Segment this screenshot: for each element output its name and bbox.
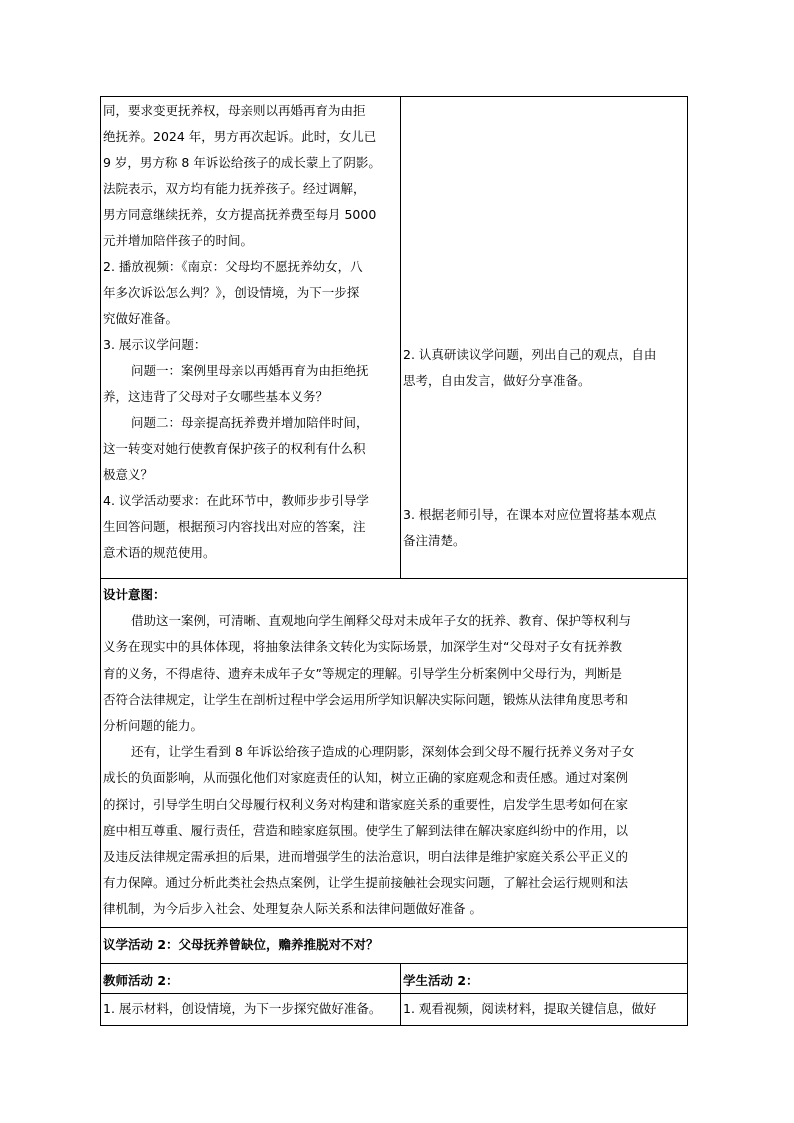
text-line: 3. 根据老师引导，在课本对应位置将基本观点 xyxy=(403,507,657,522)
teacher-activity2-header: 教师活动 2： xyxy=(103,973,179,988)
text-line: 2. 播放视频：《南京：父母均不愿抚养幼女，八 xyxy=(103,259,363,274)
text-line: 究做好准备。 xyxy=(103,311,179,326)
text-line: 元并增加陪伴孩子的时间。 xyxy=(103,233,254,248)
text-line: 有力保障。通过分析此类社会热点案例，让学生提前接触社会现实问题，了解社会运行规则和法 xyxy=(103,875,629,891)
text-line: 及违反法律规定需承担的后果，进而增强学生的法治意识，明白法律是维护家庭关系公平正义的 xyxy=(103,849,629,865)
text-line: 生回答问题，根据预习内容找出对应的答案，注 xyxy=(103,519,366,534)
teacher-activity2-item: 1. 展示材料，创设情境，为下一步探究做好准备。 xyxy=(103,1001,382,1016)
text-line: 问题二：母亲提高抚养费并增加陪伴时间， xyxy=(131,415,369,430)
text-line: 庭中相互尊重、履行责任，营造和睦家庭氛围。使学生了解到法律在解决家庭纠纷中的作用，以 xyxy=(103,822,629,838)
text-line: 4. 议学活动要求：在此环节中，教师步步引导学 xyxy=(103,493,369,508)
text-line: 思考，自由发言，做好分享准备。 xyxy=(403,373,591,388)
text-line: 否符合法律规定，让学生在剖析过程中学会运用所学知识解决实际问题，锻炼从法律角度思考和 xyxy=(103,691,629,707)
text-line: 养，这违背了父母对子女哪些基本义务？ xyxy=(103,389,329,404)
row-divider xyxy=(101,927,687,928)
text-line: 2. 认真研读议学问题，列出自己的观点，自由 xyxy=(403,347,657,362)
text-line: 分析问题的能力。 xyxy=(103,718,204,734)
lesson-plan-table xyxy=(100,96,688,1026)
text-line: 这一转变对她行使教育保护孩子的权利有什么积 xyxy=(103,441,366,456)
text-line: 育的义务，不得虐待、遗弃未成年子女”等规定的理解。引导学生分析案例中父母行为，判断是 xyxy=(103,665,622,681)
text-line: 年多次诉讼怎么判？》，创设情境，为下一步探 xyxy=(103,285,360,300)
text-line: 借助这一案例，可清晰、直观地向学生阐释父母对未成年子女的抚养、教育、保护等权利与 xyxy=(131,613,632,629)
teacher-activity-cell xyxy=(101,98,400,566)
design-intent-title: 设计意图： xyxy=(103,587,166,602)
student-activity2-item: 1. 观看视频，阅读材料，提取关键信息，做好 xyxy=(403,1001,657,1016)
text-line: 律机制，为今后步入社会、处理复杂人际关系和法律问题做好准备 。 xyxy=(103,901,482,917)
design-intent-cell xyxy=(101,582,687,923)
text-line: 意术语的规范使用。 xyxy=(103,545,216,560)
text-line: 问题一：案例里母亲以再婚再育为由拒绝抚 xyxy=(131,363,369,378)
student-activity-cell xyxy=(401,342,688,394)
text-line: 同，要求变更抚养权，母亲则以再婚再育为由拒 xyxy=(103,103,366,118)
text-line: 义务在现实中的具体体现，将抽象法律条文转化为实际场景，加深学生对“父母对子女有抚养教 xyxy=(103,639,622,655)
row-divider xyxy=(101,993,687,994)
activity2-title: 议学活动 2：父母抚养曾缺位，赡养推脱对不对？ xyxy=(103,937,379,952)
text-line: 绝抚养。2024 年，男方再次起诉。此时，女儿已 xyxy=(103,129,377,144)
text-line: 9 岁，男方称 8 年诉讼给孩子的成长蒙上了阴影。 xyxy=(103,155,381,170)
row-divider xyxy=(101,578,687,579)
student-activity2-header: 学生活动 2： xyxy=(403,973,479,988)
text-line: 备注清楚。 xyxy=(403,533,466,548)
text-line: 3. 展示议学问题： xyxy=(103,337,207,352)
text-line: 男方同意继续抚养，女方提高抚养费至每月 5000 xyxy=(103,207,377,222)
text-line: 还有，让学生看到 8 年诉讼给孩子造成的心理阴影，深刻体会到父母不履行抚养义务对子女 xyxy=(131,744,635,760)
text-line: 法院表示，双方均有能力抚养孩子。经过调解， xyxy=(103,181,366,196)
row-divider xyxy=(101,963,687,964)
text-line: 成长的负面影响，从而强化他们对家庭责任的认知，树立正确的家庭观念和责任感。通过对案例 xyxy=(103,770,629,786)
text-line: 的探讨，引导学生明白父母履行权利义务对构建和谐家庭关系的重要性，启发学生思考如何在家 xyxy=(103,796,629,812)
student-activity-cell xyxy=(401,502,688,554)
text-line: 极意义？ xyxy=(103,467,154,482)
